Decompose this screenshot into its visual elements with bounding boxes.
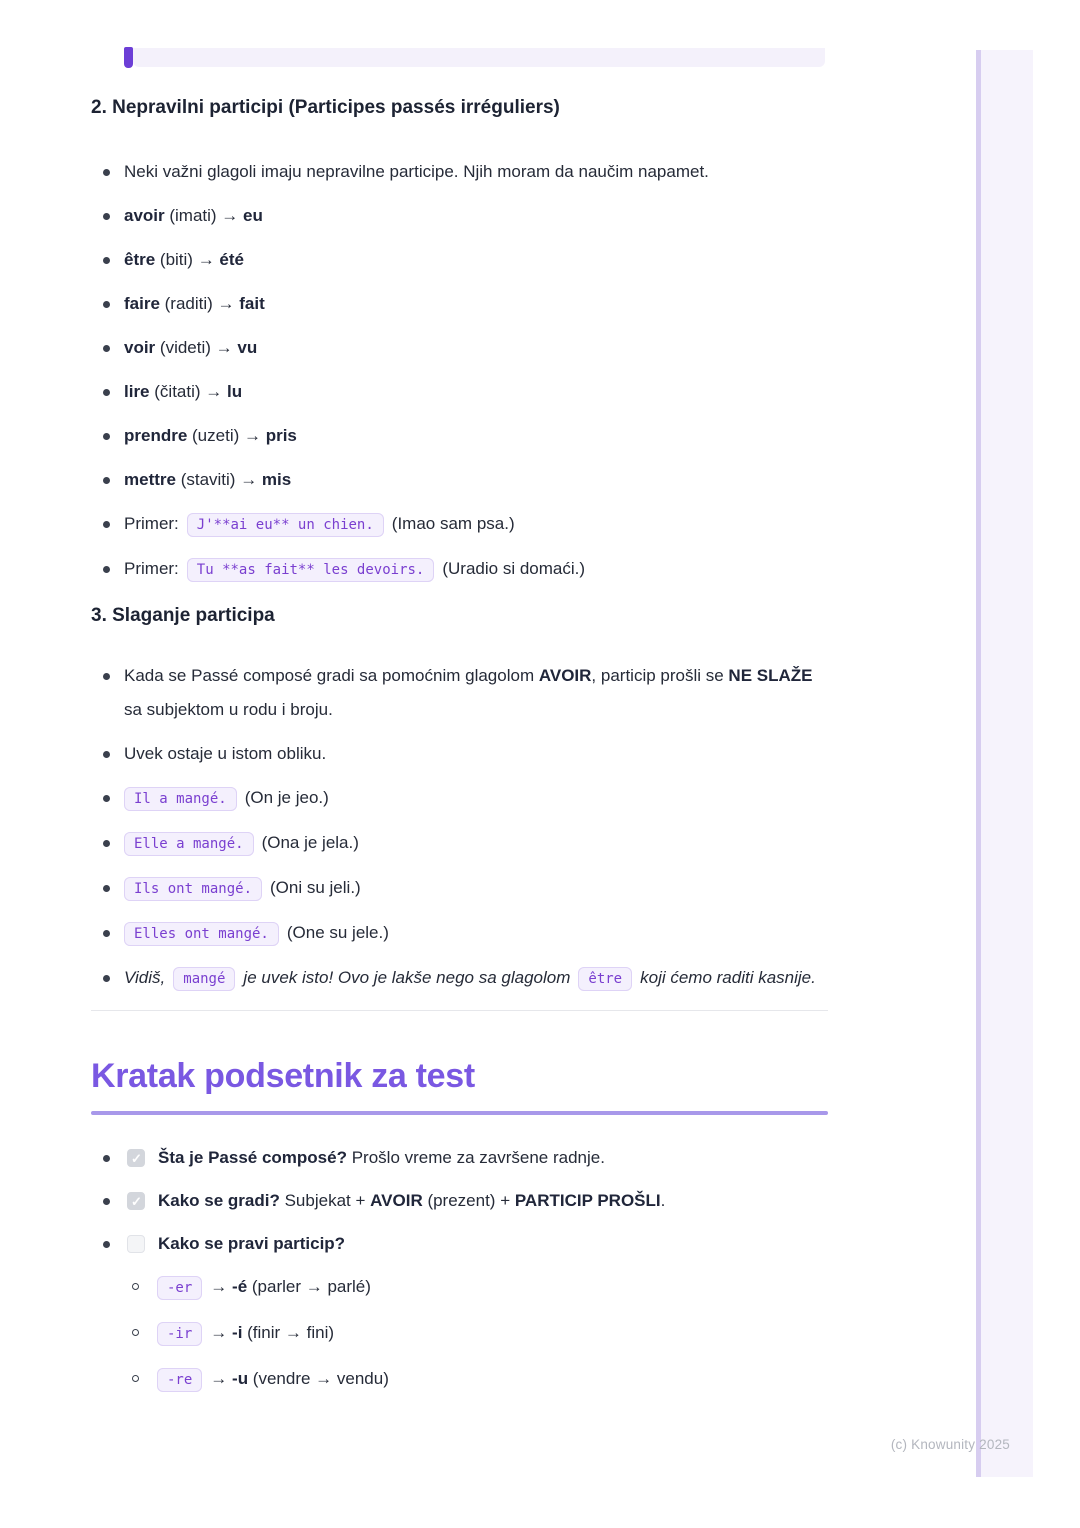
verb-infinitive: voir bbox=[124, 338, 156, 357]
verb-infinitive: lire bbox=[124, 382, 150, 401]
verb-translation-arrow: (videti) → bbox=[155, 338, 238, 357]
bullet-icon bbox=[103, 345, 110, 352]
note-text: je uvek isto! Ovo je lakše nego sa glagolom bbox=[243, 968, 571, 987]
checklist-question: Šta je Passé composé? bbox=[158, 1148, 347, 1167]
example-translation: (Imao sam psa.) bbox=[391, 514, 515, 533]
example-translation: (Uradio si domaći.) bbox=[442, 559, 586, 578]
checklist-item bbox=[91, 1227, 828, 1261]
rule-arrow: → bbox=[210, 1323, 233, 1342]
code-translation: (One su jele.) bbox=[286, 923, 389, 942]
bullet-icon bbox=[103, 521, 110, 528]
bullet-icon bbox=[103, 975, 110, 982]
checklist-question: Kako se pravi particip? bbox=[158, 1234, 346, 1253]
list-item-intro bbox=[91, 155, 828, 189]
code-chip: Il a mangé. bbox=[124, 787, 237, 811]
rule-example: (parler → parlé) bbox=[247, 1277, 371, 1296]
list-item-rule bbox=[91, 659, 828, 727]
verb-infinitive: être bbox=[124, 250, 156, 269]
rule-ending-bold: -é bbox=[232, 1277, 248, 1296]
code-example-item bbox=[91, 826, 828, 861]
code-chip: -er bbox=[157, 1276, 202, 1300]
rule-ending-bold: -u bbox=[232, 1369, 249, 1388]
verb-infinitive: prendre bbox=[124, 426, 188, 445]
verb-infinitive: mettre bbox=[124, 470, 176, 489]
reminder-heading: Kratak podsetnik za test bbox=[91, 1057, 475, 1095]
circle-bullet-icon bbox=[132, 1283, 139, 1290]
checklist-answer: Subjekat + bbox=[279, 1191, 371, 1210]
section-heading-agreement: 3. Slaganje participa bbox=[91, 605, 275, 626]
verb-translation-arrow: (biti) → bbox=[155, 250, 220, 269]
verb-participle: eu bbox=[243, 206, 263, 225]
document-content bbox=[91, 95, 828, 1408]
checklist-item bbox=[91, 1141, 828, 1175]
example-label: Primer: bbox=[124, 559, 179, 578]
checklist-answer: Prošlo vreme za završene radnje. bbox=[346, 1148, 605, 1167]
verb-participle: été bbox=[219, 250, 244, 269]
rule-example: (vendre → vendu) bbox=[248, 1369, 389, 1388]
code-chip: -re bbox=[157, 1368, 202, 1392]
note-text: koji ćemo raditi kasnije. bbox=[640, 968, 816, 987]
note-list-item bbox=[91, 961, 828, 996]
rule-text: Kada se Passé composé gradi sa pomoćnim glagolom bbox=[124, 666, 539, 685]
rule-example: (finir → fini) bbox=[242, 1323, 335, 1342]
verb-list-item bbox=[91, 243, 828, 277]
rule2-text: Uvek ostaje u istom obliku. bbox=[124, 744, 327, 763]
reminder-checklist bbox=[91, 1141, 828, 1261]
rule-sublist-item bbox=[91, 1270, 828, 1305]
verb-translation-arrow: (raditi) → bbox=[159, 294, 240, 313]
code-chip: Elles ont mangé. bbox=[124, 922, 279, 946]
verb-translation-arrow: (čitati) → bbox=[149, 382, 227, 401]
code-translation: (Ona je jela.) bbox=[261, 833, 359, 852]
participle-rules-sublist bbox=[91, 1270, 828, 1397]
verb-participle: mis bbox=[261, 470, 292, 489]
code-translation: (Oni su jeli.) bbox=[270, 878, 361, 897]
code-translation: (On je jeo.) bbox=[244, 788, 329, 807]
bullet-icon bbox=[103, 1155, 110, 1162]
rule-text: sa subjektom u rodu i broju. bbox=[124, 700, 333, 719]
bullet-icon bbox=[103, 389, 110, 396]
verb-list-item bbox=[91, 419, 828, 453]
list-item-rule2 bbox=[91, 737, 828, 771]
rule-bold-ne-slaze: NE SLAŽE bbox=[728, 666, 813, 685]
bullet-icon bbox=[103, 930, 110, 937]
checkbox-checked-icon[interactable] bbox=[127, 1192, 145, 1210]
rule-sublist-item bbox=[91, 1316, 828, 1351]
verb-list-item bbox=[91, 375, 828, 409]
rule-arrow: → bbox=[210, 1277, 233, 1296]
code-chip: mangé bbox=[173, 967, 235, 991]
verb-translation-arrow: (imati) → bbox=[164, 206, 244, 225]
verb-list-item bbox=[91, 463, 828, 497]
verb-participle: pris bbox=[265, 426, 297, 445]
circle-bullet-icon bbox=[132, 1375, 139, 1382]
code-chip: être bbox=[578, 967, 632, 991]
verb-list-item bbox=[91, 287, 828, 321]
code-chip: Tu **as fait** les devoirs. bbox=[187, 558, 435, 582]
bullet-icon bbox=[103, 840, 110, 847]
code-chip: J'**ai eu** un chien. bbox=[187, 513, 384, 537]
code-example-item bbox=[91, 916, 828, 951]
reminder-heading-underline bbox=[91, 1111, 828, 1115]
note-text: Vidiš, bbox=[124, 968, 166, 987]
code-example-item bbox=[91, 871, 828, 906]
checklist-answer-bold: AVOIR bbox=[370, 1191, 423, 1210]
checklist-question: Kako se gradi? bbox=[158, 1191, 280, 1210]
verb-participle: fait bbox=[239, 294, 265, 313]
checklist-item bbox=[91, 1184, 828, 1218]
bullet-icon bbox=[103, 1198, 110, 1205]
checklist-answer-bold: PARTICIP PROŠLI bbox=[514, 1191, 661, 1210]
bullet-icon bbox=[103, 477, 110, 484]
rule-bold-avoir: AVOIR bbox=[538, 666, 592, 685]
bullet-icon bbox=[103, 795, 110, 802]
callout-block-remnant bbox=[124, 47, 825, 68]
copyright-notice: (c) Knowunity 2025 bbox=[890, 1437, 1010, 1452]
checklist-answer: (prezent) + bbox=[422, 1191, 515, 1210]
rule-sublist-item bbox=[91, 1362, 828, 1397]
verb-participle: vu bbox=[237, 338, 258, 357]
verb-list-item bbox=[91, 199, 828, 233]
next-page-edge-strip bbox=[976, 50, 1033, 1477]
code-example-item bbox=[91, 781, 828, 816]
bullet-icon bbox=[103, 301, 110, 308]
example-list-item bbox=[91, 552, 828, 587]
code-chip: Elle a mangé. bbox=[124, 832, 254, 856]
bullet-icon bbox=[103, 751, 110, 758]
bullet-icon bbox=[103, 213, 110, 220]
verb-list-item bbox=[91, 331, 828, 365]
bullet-icon bbox=[103, 169, 110, 176]
bullet-icon bbox=[103, 673, 110, 680]
checkbox-checked-icon[interactable] bbox=[127, 1149, 145, 1167]
code-chip: Ils ont mangé. bbox=[124, 877, 262, 901]
rule-arrow: → bbox=[210, 1369, 233, 1388]
bullet-icon bbox=[103, 257, 110, 264]
intro-text: Neki važni glagoli imaju nepravilne participe. Njih moram da naučim napamet. bbox=[124, 162, 709, 181]
bullet-icon bbox=[103, 433, 110, 440]
checkbox-unchecked-icon[interactable] bbox=[127, 1235, 145, 1253]
verb-infinitive: avoir bbox=[124, 206, 165, 225]
checklist-answer: . bbox=[660, 1191, 666, 1210]
callout-accent-marker bbox=[124, 47, 133, 68]
example-label: Primer: bbox=[124, 514, 179, 533]
rule-text: , particip prošli se bbox=[591, 666, 729, 685]
code-chip: -ir bbox=[157, 1322, 202, 1346]
rule-ending-bold: -i bbox=[232, 1323, 243, 1342]
verb-participle: lu bbox=[226, 382, 243, 401]
section-heading-irregular-participles: 2. Nepravilni participi (Participes passés irréguliers) bbox=[91, 97, 560, 118]
bullet-icon bbox=[103, 566, 110, 573]
circle-bullet-icon bbox=[132, 1329, 139, 1336]
callout-background-bar bbox=[133, 48, 825, 67]
bullet-icon bbox=[103, 885, 110, 892]
section-divider bbox=[91, 1010, 828, 1011]
verb-infinitive: faire bbox=[124, 294, 160, 313]
verb-translation-arrow: (uzeti) → bbox=[187, 426, 266, 445]
bullet-icon bbox=[103, 1241, 110, 1248]
example-list-item bbox=[91, 507, 828, 542]
verb-translation-arrow: (staviti) → bbox=[175, 470, 262, 489]
